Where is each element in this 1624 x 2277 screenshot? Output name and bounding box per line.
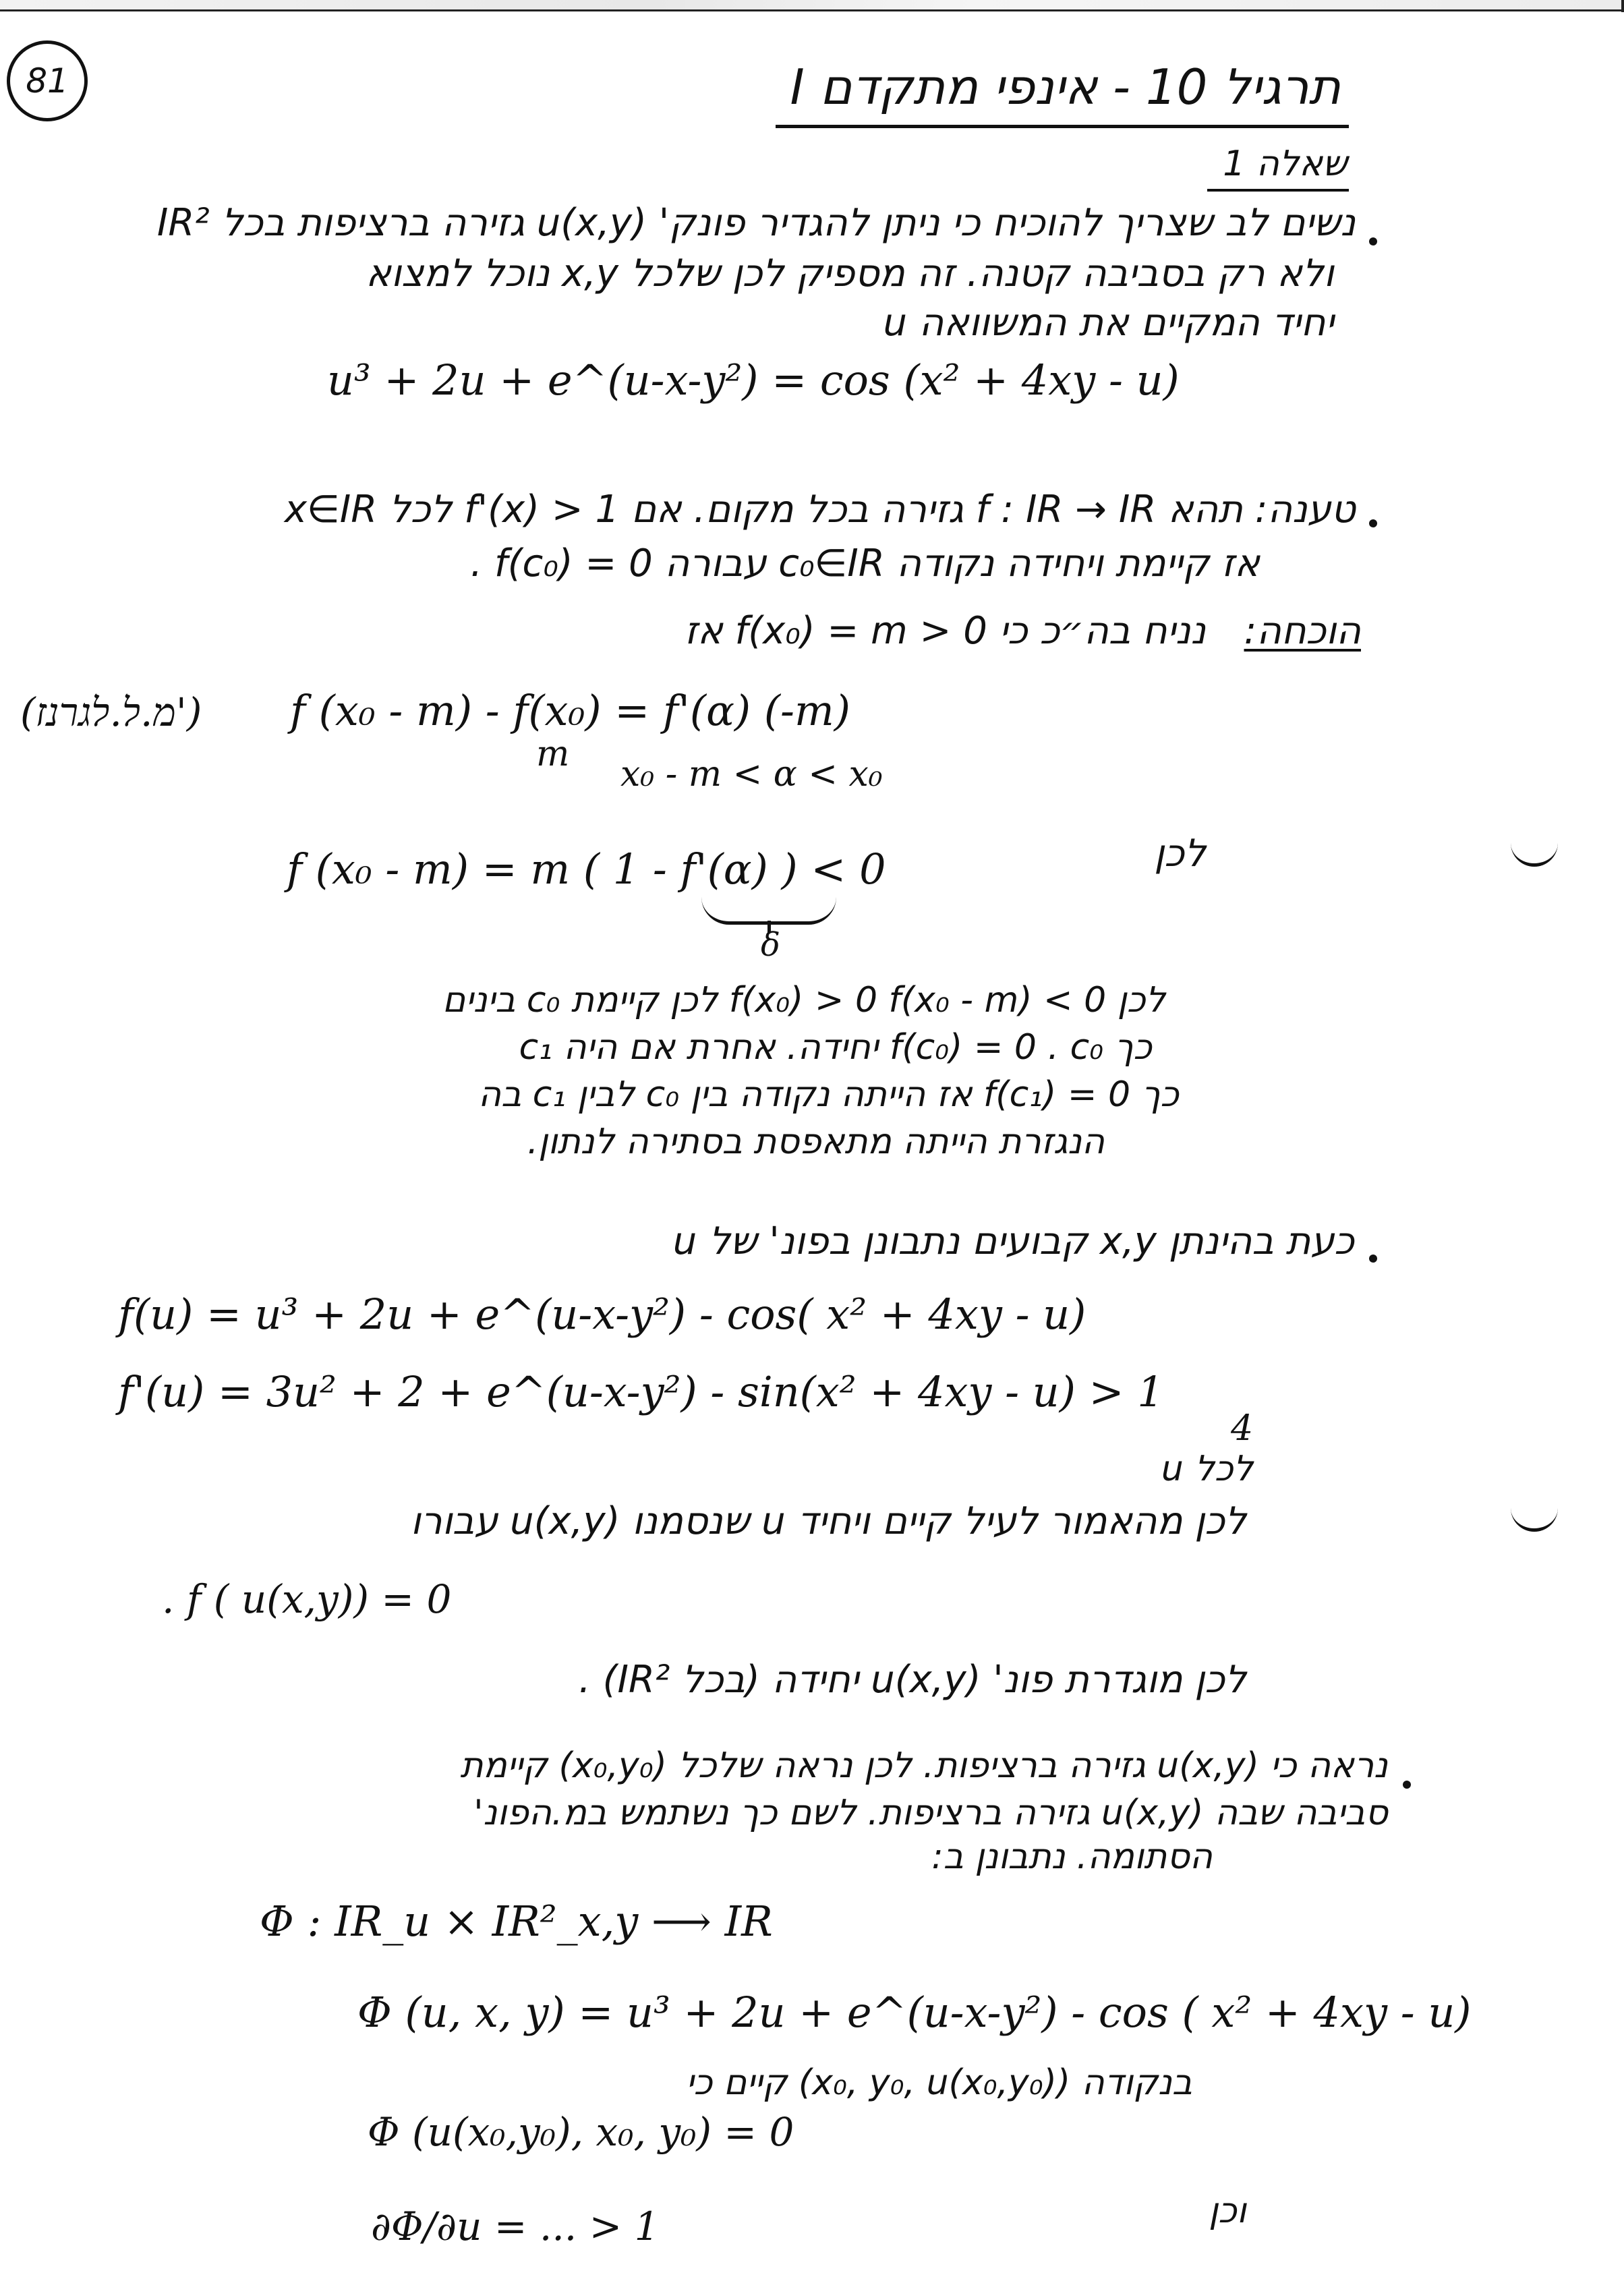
intro-line-2: ולא רק בסביבה קטנה. זה מספיק לכן שלכל x,y נוכל למצוא bbox=[366, 252, 1334, 295]
proof-m-mark: m bbox=[536, 734, 570, 774]
bullet-lemma bbox=[1369, 519, 1377, 527]
inequality-mark: 4 bbox=[1231, 1408, 1254, 1449]
conclusion-line-2: לכן מוגדרת פונ' u(x,y) יחידה (בכל IR²) . bbox=[579, 1658, 1246, 1702]
phi-definition: Φ (u, x, y) = u³ + 2u + e^(u-x-y²) - cos ( x² + 4xy - u) bbox=[357, 1988, 1472, 2037]
bullet-intro bbox=[1369, 237, 1377, 246]
conclusion-equation: . f ( u(x,y)) = 0 bbox=[162, 1576, 452, 1622]
conclusion-line-1: לכן מהאמור לעיל קיים ויחיד u שנסמנו u(x,y) עבורו bbox=[410, 1499, 1246, 1543]
title-underline bbox=[776, 125, 1349, 128]
point-note: בנקודה (x₀, y₀, u(x₀,y₀)) קיים כי bbox=[686, 2063, 1192, 2103]
lemma-line-2: אז קיימת ויחידה נקודה c₀∈IR עבורה f(c₀) = 0 . bbox=[470, 542, 1260, 585]
function-derivative: f'(u) = 3u² + 2 + e^(u-x-y²) - sin(x² + 4xy - u) > 1 bbox=[118, 1367, 1164, 1416]
lemma-line-1: טענה: תהא f : IR → IR גזירה בכל מקום. אם f'(x) > 1 לכל x∈IR bbox=[284, 488, 1356, 531]
partial-derivative: ∂Φ/∂u = ... > 1 bbox=[371, 2203, 660, 2249]
proof-mvt-note: (מ.ל.לגרנז') bbox=[20, 689, 202, 735]
margin-check-mark-1 bbox=[1511, 843, 1558, 867]
proof-mvt-equation: f (x₀ - m) - f(x₀) = f'(α) (-m) bbox=[290, 686, 850, 735]
continuity-line-3: הסתומה. נתבונן ב: bbox=[931, 1837, 1213, 1877]
proof-alpha-range: x₀ - m < α < x₀ bbox=[620, 754, 883, 795]
bullet-continuity bbox=[1403, 1781, 1411, 1789]
phi-zero: Φ (u(x₀,y₀), x₀, y₀) = 0 bbox=[368, 2109, 794, 2155]
question-label: שאלה 1 bbox=[1223, 144, 1347, 184]
continuity-line-1: נראה כי u(x,y) גזירה ברציפות. לכן נראה שלכל (x₀,y₀) קיימת bbox=[460, 1746, 1388, 1786]
question-underline bbox=[1207, 189, 1349, 192]
proof-paragraph-line-4: הנגזרת הייתה מתאפסת בסתירה לנתון. bbox=[527, 1122, 1105, 1162]
page-number: 81 bbox=[7, 40, 88, 121]
underbrace-label: δ bbox=[761, 926, 780, 964]
application-line-1: כעת בהינתן x,y קבועים נתבונן בפונ' של u bbox=[672, 1219, 1354, 1263]
intro-line-1: נשים לב שצריך להוכיח כי ניתן להגדיר פונק' u(x,y) גזירה ברציפות בכל IR² bbox=[156, 201, 1356, 245]
proof-paragraph-line-3: כך f(c₁) = 0 אז הייתה נקודה בין c₀ לבין c₁ בה bbox=[478, 1074, 1179, 1115]
bullet-application bbox=[1369, 1255, 1377, 1263]
function-definition: f(u) = u³ + 2u + e^(u-x-y²) - cos( x² + 4xy - u) bbox=[118, 1290, 1086, 1339]
scan-corner-mark bbox=[1621, 0, 1624, 12]
proof-therefore: לכן bbox=[1154, 832, 1206, 875]
mapping-definition: Φ : IR_u × IR²_x,y ⟶ IR bbox=[260, 1897, 773, 1946]
proof-result-equation: f (x₀ - m) = m ( 1 - f'(α) ) < 0 bbox=[287, 844, 886, 894]
proof-paragraph-line-1: לכן f(x₀) > 0 f(x₀ - m) < 0 לכן קיימת c₀ בינים bbox=[442, 980, 1165, 1020]
scan-top-edge bbox=[0, 0, 1624, 11]
for-all-u-note: לכל u bbox=[1161, 1449, 1253, 1489]
proof-assumption: נניח בה״כ כי f(x₀) = m > 0 אז bbox=[684, 609, 1206, 653]
proof-label: הוכחה: bbox=[1244, 609, 1361, 653]
page-title: תרגיל 10 - אינפי מתקדם I bbox=[790, 59, 1341, 115]
margin-check-mark-2 bbox=[1511, 1504, 1558, 1532]
continuity-line-2: סביבה שבה u(x,y) גזירה ברציפות. לשם כך נשתמש במ.הפונ' bbox=[473, 1793, 1388, 1833]
proof-paragraph-line-2: כך f(c₀) = 0 . c₀ יחידה. אחרת אם היה c₁ bbox=[519, 1027, 1152, 1068]
intro-line-3: u יחיד המקיים את המשוואה bbox=[883, 301, 1334, 345]
intro-equation: u³ + 2u + e^(u-x-y²) = cos (x² + 4xy - u) bbox=[327, 355, 1180, 405]
and-label: וכן bbox=[1209, 2191, 1246, 2231]
